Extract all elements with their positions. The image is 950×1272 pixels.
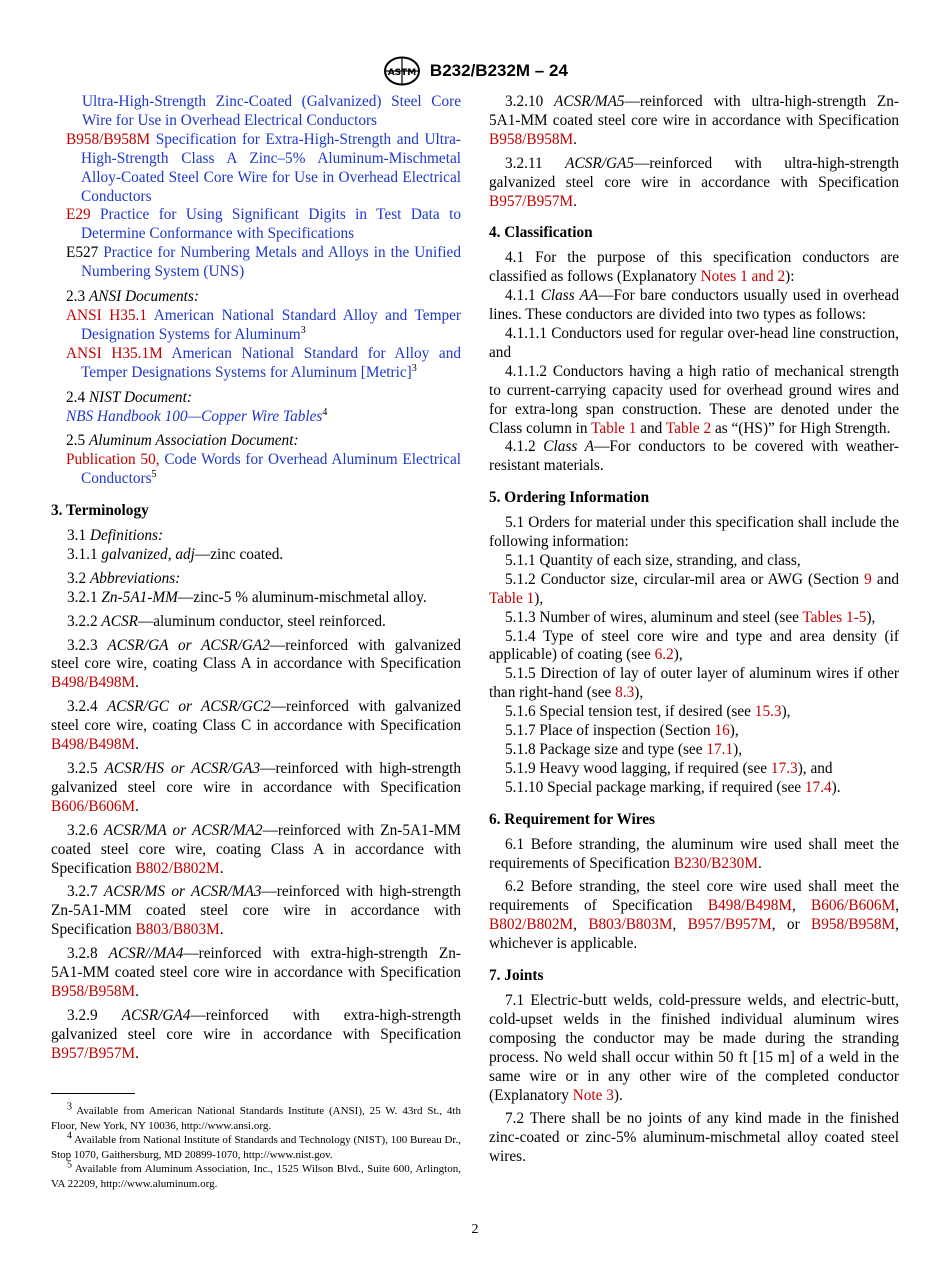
para-3-2-7: 3.2.7 ACSR/MS or ACSR/MA3—reinforced with high-strength Zn-5A1-MM coated steel core wire in accordance with Specification B803/B803M. bbox=[51, 883, 461, 939]
section-link[interactable]: 15.3 bbox=[754, 703, 782, 721]
note-link[interactable]: Note 3 bbox=[572, 1086, 614, 1104]
section-link[interactable]: 8.3 bbox=[615, 684, 635, 702]
spec-link[interactable]: B958/B958M bbox=[811, 916, 896, 934]
para-5-1-2: 5.1.2 Conductor size, circular-mil area or AWG (Section 9 and Table 1), bbox=[489, 570, 899, 607]
ansi-heading: 2.3 ANSI Documents: bbox=[66, 288, 199, 306]
para-5-1-1: 5.1.1 Quantity of each size, stranding, and class, bbox=[505, 551, 801, 569]
section-heading-classification: 4. Classification bbox=[489, 224, 593, 242]
para-4-1-1-2: 4.1.1.2 Conductors having a high ratio of mechanical strength to current-carrying capacity used for overhead ground wires and for extra-long span construction. These are denoted under the Class column in Table 1 and Table 2 as “(HS)” for High Strength. bbox=[489, 362, 899, 437]
section-link[interactable]: 16 bbox=[714, 722, 730, 740]
para-5-1-10: 5.1.10 Special package marking, if required (see 17.4). bbox=[505, 778, 841, 796]
nist-heading: 2.4 NIST Document: bbox=[66, 388, 192, 406]
page-number: 2 bbox=[471, 1222, 479, 1237]
reference-code-link[interactable]: E29 bbox=[66, 206, 91, 224]
spec-link[interactable]: B498/B498M bbox=[51, 736, 136, 754]
table-link[interactable]: Table 1 bbox=[591, 419, 637, 437]
spec-link[interactable]: B498/B498M bbox=[707, 897, 793, 915]
para-3-2-8: 3.2.8 ACSR//MA4—reinforced with extra-high-strength Zn-5A1-MM coated steel core wire in accordance with Specification B958/B958M. bbox=[51, 945, 462, 1000]
reference-publication-50: Publication 50, Code Words for Overhead Aluminum Electrical Conductors$^5$ bbox=[66, 451, 461, 488]
reference-code-link[interactable]: ANSI H35.1M bbox=[66, 344, 163, 362]
reference-ansi-h351m: ANSI H35.1M American National Standard for Alloy and Temper Designations Systems for Aluminum [Metric]$^3$ bbox=[66, 344, 461, 381]
para-3-2-11: 3.2.11 ACSR/GA5—reinforced with ultra-high-strength galvanized steel core wire in accordance with Specification B957/B957M. bbox=[489, 154, 900, 210]
spec-link[interactable]: B606/B606M bbox=[51, 797, 136, 815]
section-link[interactable]: 17.4 bbox=[804, 778, 832, 796]
spec-link[interactable]: B957/B957M bbox=[51, 1044, 136, 1062]
para-3-2: 3.2 Abbreviations: bbox=[67, 569, 181, 587]
para-5-1-6: 5.1.6 Special tension test, if desired (see 15.3), bbox=[505, 703, 791, 721]
reference-nbs: NBS Handbook 100—Copper Wire Tables$^4$ bbox=[66, 406, 328, 425]
para-6-2: 6.2 Before stranding, the steel core wire used shall meet the requirements of Specification B498/B498M, B606/B606M, B802/B802M, B803/B803M, B957/B957M, or B958/B958M, whichever is applicable. bbox=[489, 878, 900, 953]
reference-code: E527 bbox=[66, 244, 99, 262]
spec-link[interactable]: B802/B802M bbox=[489, 916, 574, 934]
table-link[interactable]: Table 2 bbox=[665, 419, 712, 437]
astm-logo-icon bbox=[382, 56, 422, 86]
table-link[interactable]: Tables 1-5 bbox=[802, 608, 867, 626]
spec-link[interactable]: B803/B803M bbox=[135, 921, 220, 939]
para-3-2-5: 3.2.5 ACSR/HS or ACSR/GA3—reinforced with high-strength galvanized steel core wire in accordance with Specification B606/B606M. bbox=[51, 760, 461, 815]
section-heading-terminology: 3. Terminology bbox=[51, 502, 149, 520]
reference-code-link[interactable]: B958/B958M bbox=[66, 130, 151, 148]
para-3-1-1: 3.1.1 galvanized, adj—zinc coated. bbox=[67, 545, 284, 563]
para-5-1-9: 5.1.9 Heavy wood lagging, if required (see 17.3), and bbox=[505, 759, 833, 777]
reference-title[interactable]: Code Words for Overhead Aluminum Electrical Conductors bbox=[81, 451, 461, 488]
section-heading-ordering: 5. Ordering Information bbox=[489, 489, 650, 507]
para-3-2-1: 3.2.1 Zn-5A1-MM—zinc-5 % aluminum-mischmetal alloy. bbox=[67, 588, 427, 606]
reference-code-link[interactable]: Publication 50, bbox=[66, 451, 160, 469]
footnote-3: $^3$ Available from American National Standards Institute (ANSI), 25 W. 43rd St., 4th Floor, New York, NY 10036, http://www.ansi.org. bbox=[51, 1101, 461, 1132]
reference-ansi-h351: ANSI H35.1 American National Standard Alloy and Temper Designation Systems for Aluminum$^3$ bbox=[66, 306, 462, 343]
page-header bbox=[0, 56, 950, 86]
section-heading-joints: 7. Joints bbox=[489, 967, 544, 985]
reference-e29 bbox=[51, 206, 461, 244]
section-link[interactable]: 9 bbox=[864, 570, 872, 588]
para-3-1: 3.1 Definitions: bbox=[67, 527, 164, 545]
section-link[interactable]: 17.1 bbox=[706, 741, 734, 758]
para-3-2-10: 3.2.10 ACSR/MA5—reinforced with ultra-high-strength Zn-5A1-MM coated steel core wire in accordance with Specification B958/B958M. bbox=[489, 93, 900, 148]
document-designation: B232/B232M – 24 bbox=[429, 60, 568, 80]
reference-code-link[interactable]: ANSI H35.1 bbox=[66, 306, 148, 324]
reference-e527 bbox=[51, 244, 461, 282]
section-link[interactable]: 17.3 bbox=[770, 759, 798, 777]
reference-b958 bbox=[51, 131, 461, 207]
spec-link[interactable]: B230/B230M bbox=[673, 854, 758, 872]
para-6-1: 6.1 Before stranding, the aluminum wire used shall meet the requirements of Specification B230/B230M. bbox=[489, 835, 899, 872]
reference-title[interactable]: Specification for Extra-High-Strength and Ultra-High-Strength Class A Zinc–5% Aluminum-Mischmetal Alloy-Coated Steel Core Wire for Use in Overhead Electrical Conductors bbox=[81, 130, 461, 205]
para-5-1: 5.1 Orders for material under this specification shall include the following information: bbox=[489, 514, 899, 551]
svg-text:ASTM: ASTM bbox=[387, 68, 417, 78]
spec-link[interactable]: B498/B498M bbox=[51, 674, 136, 692]
footnote-rule bbox=[51, 1093, 135, 1094]
note-link[interactable]: Notes 1 and 2 bbox=[700, 268, 786, 286]
para-5-1-7: 5.1.7 Place of inspection (Section 16), bbox=[505, 722, 739, 740]
spec-link[interactable]: B958/B958M bbox=[51, 982, 136, 1000]
para-5-1-3: 5.1.3 Number of wires, aluminum and steel (see Tables 1-5), bbox=[505, 608, 876, 626]
reference-title[interactable]: Practice for Using Significant Digits in Test Data to Determine Conformance with Specifications bbox=[81, 206, 461, 243]
para-7-1: 7.1 Electric-butt welds, cold-pressure welds, and electric-butt, cold-upset welds in the finished individual aluminum wires composing the conductor may be made during the stranding process. No weld shall occur within 50 ft [15 m] of a weld in the same wire or in any other wire of the completed conductor (Explanatory Note 3). bbox=[489, 991, 899, 1104]
footnotes bbox=[51, 1093, 461, 1192]
para-4-1-1-1: 4.1.1.1 Conductors used for regular over-head line construction, and bbox=[489, 324, 899, 361]
para-3-2-4: 3.2.4 ACSR/GC or ACSR/GC2—reinforced with galvanized steel core wire, coating Class C in accordance with Specification B498/B498M. bbox=[51, 698, 461, 754]
para-4-1-1: 4.1.1 Class AA—For bare conductors usually used in overhead lines. These conductors are divided into two types as follows: bbox=[489, 287, 899, 324]
spec-link[interactable]: B957/B957M bbox=[687, 916, 772, 934]
right-column bbox=[489, 93, 899, 1167]
para-3-2-6: 3.2.6 ACSR/MA or ACSR/MA2—reinforced with Zn-5A1-MM coated steel core wire, coating Class A in accordance with Specification B802/B802M. bbox=[51, 821, 461, 877]
spec-link[interactable]: B958/B958M bbox=[489, 130, 574, 148]
para-5-1-8: 5.1.8 Package size and type (see 17.1), bbox=[505, 741, 743, 758]
section-heading-requirement: 6. Requirement for Wires bbox=[489, 810, 655, 828]
para-7-2: 7.2 There shall be no joints of any kind made in the finished zinc-coated or zinc-5% aluminum-mischmetal alloy coated steel wires. bbox=[489, 1110, 899, 1166]
reference-title[interactable]: NBS Handbook 100—Copper Wire Tables bbox=[66, 407, 323, 425]
footnote-5: $^5$ Available from Aluminum Association, Inc., 1525 Wilson Blvd., Suite 600, Arlington, VA 22209, http://www.aluminum.org. bbox=[51, 1159, 461, 1190]
reference-title[interactable]: Practice for Numbering Metals and Alloys in the Unified Numbering System (UNS) bbox=[81, 244, 461, 281]
spec-link[interactable]: B957/B957M bbox=[489, 192, 574, 210]
section-link[interactable]: 6.2 bbox=[654, 646, 674, 664]
reference-continued bbox=[51, 93, 461, 131]
para-4-1-2: 4.1.2 Class A—For conductors to be covered with weather-resistant materials. bbox=[489, 438, 899, 475]
para-5-1-5: 5.1.5 Direction of lay of outer layer of aluminum wires if other than right-hand (see 8.3), bbox=[489, 665, 899, 702]
left-column bbox=[51, 93, 461, 1064]
footnote-4: $^4$ Available from National Institute of Standards and Technology (NIST), 100 Bureau Dr., Stop 1070, Gaithersburg, MD 20899-1070, http://www.nist.gov. bbox=[51, 1130, 461, 1161]
para-5-1-4: 5.1.4 Type of steel core wire and type and area density (if applicable) of coating (see 6.2), bbox=[489, 627, 899, 664]
spec-link[interactable]: B802/B802M bbox=[135, 859, 220, 877]
spec-link[interactable]: B606/B606M bbox=[811, 897, 896, 915]
para-4-1: 4.1 For the purpose of this specification conductors are classified as follows (Explanatory Notes 1 and 2): bbox=[489, 249, 899, 286]
reference-title[interactable]: Ultra-High-Strength Zinc-Coated (Galvanized) Steel Core Wire for Use in Overhead Electrical Conductors bbox=[82, 93, 461, 129]
para-3-2-9: 3.2.9 ACSR/GA4—reinforced with extra-high-strength galvanized steel core wire in accordance with Specification B957/B957M. bbox=[51, 1006, 461, 1062]
table-link[interactable]: Table 1 bbox=[489, 589, 535, 607]
aa-heading: 2.5 Aluminum Association Document: bbox=[66, 432, 299, 450]
reference-title[interactable]: American National Standard for Alloy and Temper Designations Systems for Aluminum [Metric] bbox=[81, 344, 461, 381]
para-3-2-2: 3.2.2 ACSR—aluminum conductor, steel reinforced. bbox=[67, 612, 386, 630]
para-3-2-3: 3.2.3 ACSR/GA or ACSR/GA2—reinforced with galvanized steel core wire, coating Class A in accordance with Specification B498/B498M. bbox=[51, 636, 461, 692]
spec-link[interactable]: B803/B803M bbox=[588, 916, 673, 934]
reference-title[interactable]: American National Standard Alloy and Temper Designation Systems for Aluminum bbox=[81, 306, 462, 343]
